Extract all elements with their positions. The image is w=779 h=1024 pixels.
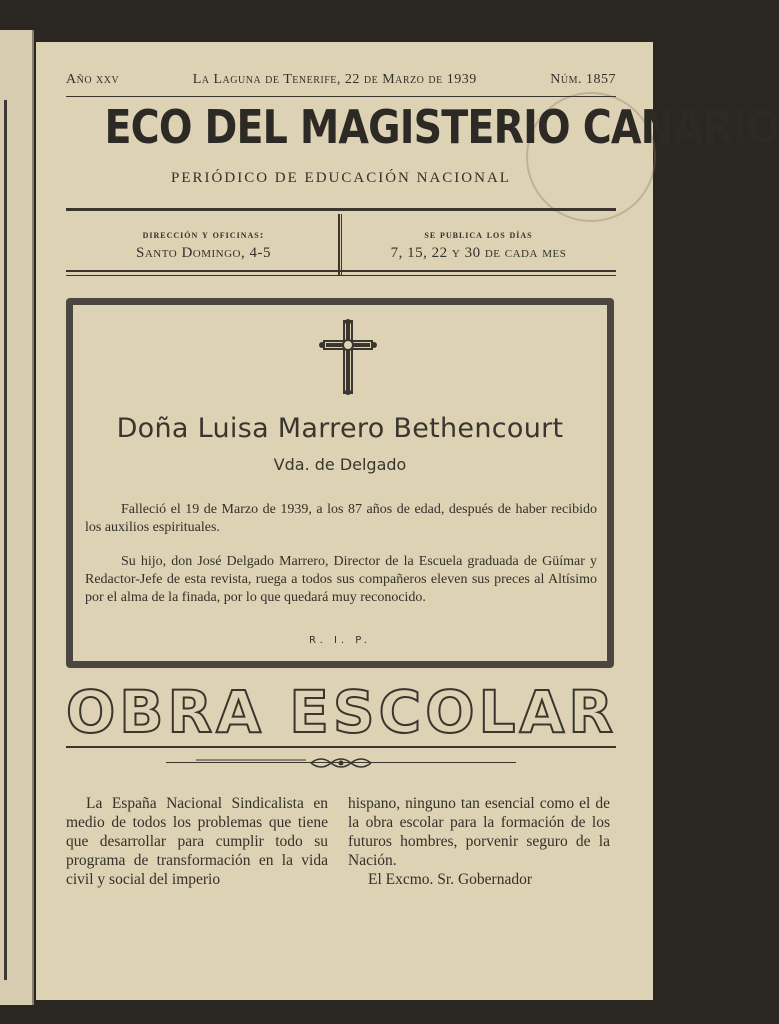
article-col2-text-2: El Excmo. Sr. Gobernador <box>368 871 533 888</box>
obituary-box <box>66 298 614 668</box>
schedule-block <box>341 214 616 276</box>
masthead-top-line <box>66 72 616 94</box>
newspaper-title: ECO DEL MAGISTERIO CANARIO <box>104 100 779 154</box>
top-rule <box>66 96 616 97</box>
info-bottom-rule-thin <box>66 275 616 276</box>
deceased-name: Doña Luisa Marrero Bethencourt <box>116 413 564 444</box>
newspaper-subtitle: PERIÓDICO DE EDUCACIÓN NACIONAL <box>171 170 511 186</box>
issue-number-label: Núm. 1857 <box>550 72 616 87</box>
article-title: OBRA ESCOLAR <box>66 678 618 746</box>
article-title-rule <box>66 746 616 748</box>
ornament-icon <box>306 756 376 770</box>
obituary-paragraph-2: Su hijo, don José Delgado Marrero, Director de la Escuela graduada de Güímar y Redactor-Jefe de esta revista, ruega a todos sus compañeros eleven sus preces al Altísimo por el alma de la finada, por lo que quedará muy reconocido. <box>85 554 597 605</box>
left-page-edge <box>0 30 34 1005</box>
schedule-value: 7, 15, 22 y 30 de cada mes <box>390 244 567 261</box>
ornament-rule <box>166 762 516 763</box>
address-value: Santo Domingo, 4-5 <box>136 244 271 261</box>
info-top-rule <box>66 208 616 211</box>
article-column-2 <box>348 794 610 889</box>
address-block <box>66 214 341 276</box>
year-label: Año xxv <box>66 72 120 87</box>
article-column-1 <box>66 794 328 889</box>
rip-label: R. I. P. <box>309 635 371 646</box>
address-label: dirección y oficinas: <box>142 228 265 241</box>
deceased-subtitle: Vda. de Delgado <box>273 455 407 474</box>
cross-icon <box>318 319 378 395</box>
obituary-paragraph-1: Falleció el 19 de Marzo de 1939, a los 87 años de edad, después de haber recibido los auxilios espirituales. <box>85 502 597 535</box>
info-box <box>66 214 616 276</box>
schedule-label: se publica los días <box>424 228 533 241</box>
place-date-label: La Laguna de Tenerife, 22 de Marzo de 1939 <box>192 72 477 87</box>
info-bottom-rule <box>66 270 616 272</box>
article-col1-text: La España Nacional Sindicalista en medio de todos los problemas que tiene que desarrollar para cumplir todo su programa de transformación en la vida civil y social del imperio <box>66 795 328 888</box>
newspaper-page <box>36 42 779 1000</box>
article-col2-text: hispano, ninguno tan esencial como el de la obra escolar para la formación de los futuros hombres, porvenir seguro de la Nación. <box>348 795 610 869</box>
left-page-border <box>4 100 7 980</box>
